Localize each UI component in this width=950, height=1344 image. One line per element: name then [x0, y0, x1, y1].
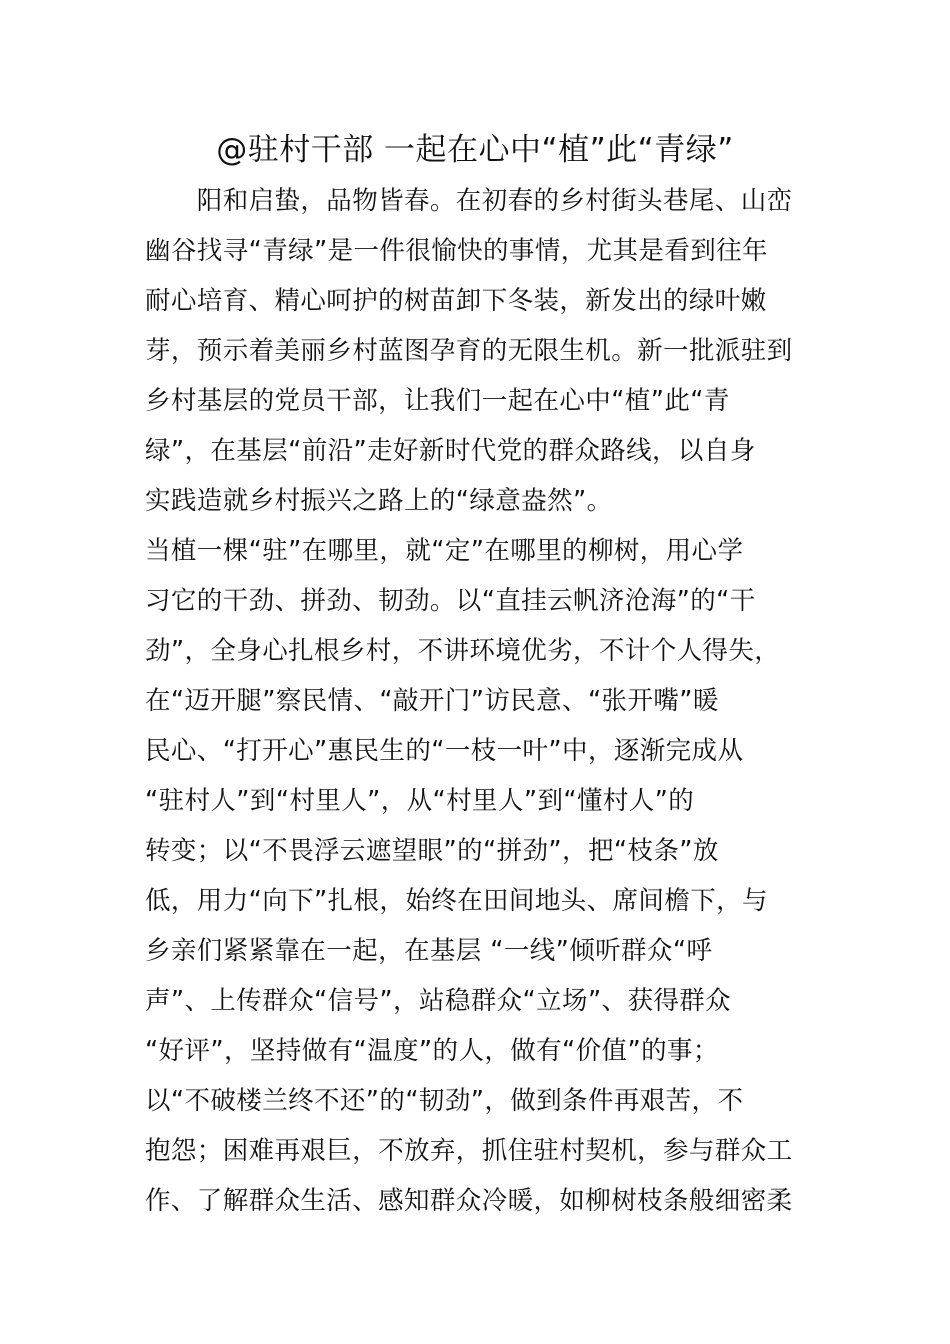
body-line: 在“迈开腿”察民情、“敲开门”访民意、“张开嘴”暖: [145, 686, 719, 716]
body-line: 实践造就乡村振兴之路上的“绿意盎然”。: [145, 486, 613, 516]
body-line: 低，用力“向下”扎根，始终在田间地头、席间檐下，与: [145, 886, 768, 916]
body-line: “驻村人”到“村里人”，从“村里人”到“懂村人”的: [145, 786, 695, 816]
document-title: @驻村干部 一起在心中“植”此“青绿”: [216, 132, 734, 168]
body-line: 耐心培育、精心呵护的树苗卸下冬装，新发出的绿叶嫩: [145, 286, 767, 316]
body-line: 抱怨；困难再艰巨，不放弃，抓住驻村契机，参与群众工: [145, 1136, 793, 1166]
body-line: 习它的干劲、拼劲、韧劲。以“直挂云帆济沧海”的“干: [145, 586, 756, 616]
body-line: 绿”，在基层“前沿”走好新时代党的群众路线，以自身: [145, 436, 756, 466]
body-line: 声”、上传群众“信号”，站稳群众“立场”、获得群众: [145, 986, 732, 1016]
body-line: 民心、“打开心”惠民生的“一枝一叶”中，逐渐完成从: [145, 736, 744, 766]
body-line: “好评”，坚持做有“温度”的人，做有“价值”的事；: [145, 1036, 719, 1066]
body-line: 乡亲们紧紧靠在一起，在基层 “一线”倾听群众“呼: [145, 936, 713, 966]
body-line: 劲”，全身心扎根乡村，不讲环境优劣，不计个人得失，: [145, 636, 781, 666]
body-line: 幽谷找寻“青绿”是一件很愉快的事情，尤其是看到往年: [145, 236, 768, 266]
document-body: [145, 180, 810, 1230]
body-line: 以“不破楼兰终不还”的“韧劲”，做到条件再艰苦，不: [145, 1086, 744, 1116]
body-line: 当植一棵“驻”在哪里，就“定”在哪里的柳树，用心学: [145, 536, 744, 566]
body-line: 芽，预示着美丽乡村蓝图孕育的无限生机。新一批派驻到: [145, 336, 793, 366]
body-line: 阳和启蛰，品物皆春。在初春的乡村街头巷尾、山峦: [145, 186, 793, 216]
body-line: 作、了解群众生活、感知群众冷暖，如柳树枝条般细密柔: [145, 1186, 793, 1216]
body-line: 转变；以“不畏浮云遮望眼”的“拼劲”，把“枝条”放: [145, 836, 719, 866]
body-line: 乡村基层的党员干部，让我们一起在心中“植”此“青: [145, 386, 730, 416]
